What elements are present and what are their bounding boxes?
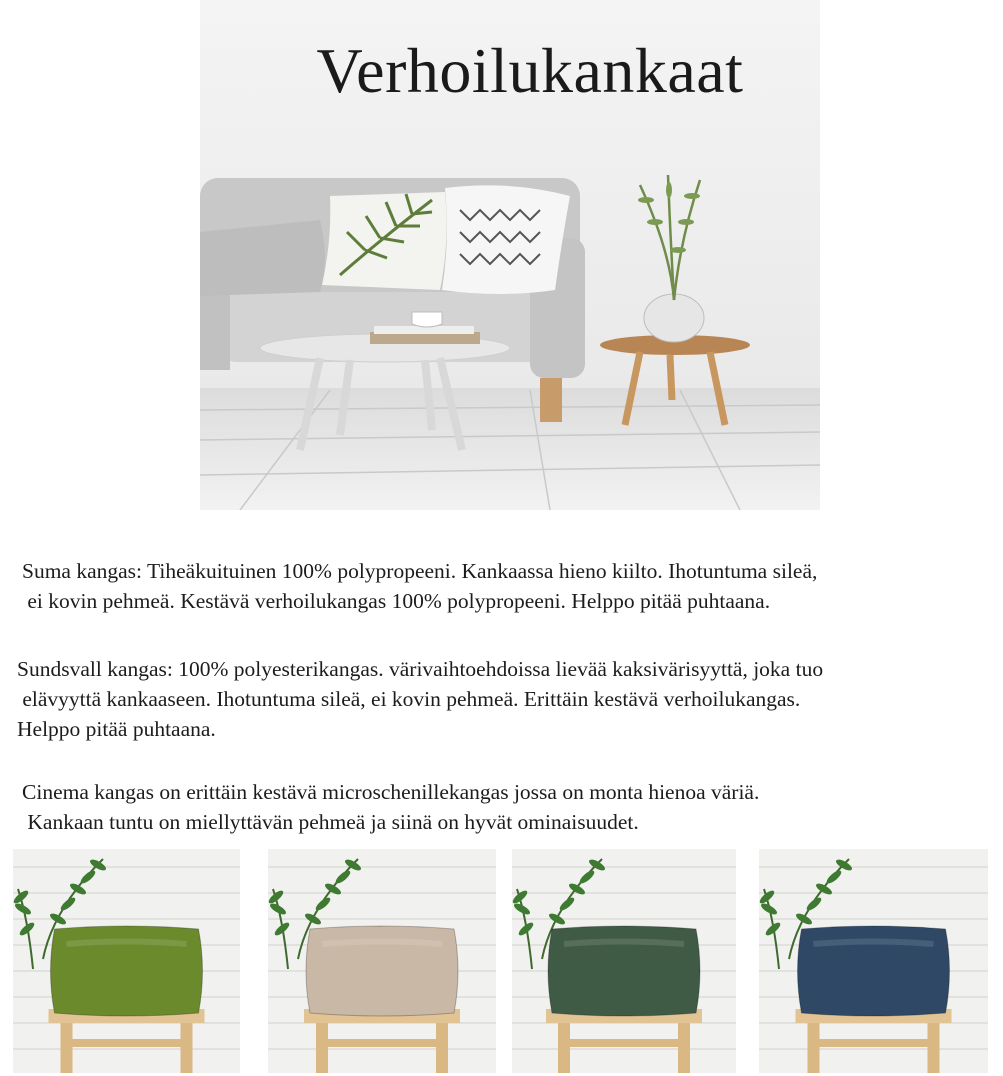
hero-image: [200, 0, 820, 510]
swatch-blue: [759, 849, 988, 1073]
cinema-description: [22, 777, 759, 837]
cinema-line-1: Cinema kangas on erittäin kestävä microschenillekangas jossa on monta hienoa väriä.: [22, 780, 760, 804]
blue-cushion-photo: [759, 849, 988, 1073]
sundsvall-line-1: Sundsvall kangas: 100% polyesterikangas. värivaihtoehdoissa lievää kaksivärisyyttä, joka tuo: [17, 657, 824, 681]
sundsvall-line-2: elävyyttä kankaaseen. Ihotuntuma sileä, ei kovin pehmeä. Erittäin kestävä verhoilukangas.: [17, 687, 801, 711]
cinema-line-2: Kankaan tuntu on miellyttävän pehmeä ja siinä on hyvät ominaisuudet.: [22, 810, 639, 834]
dark-green-cushion-photo: [512, 849, 736, 1073]
sundsvall-description: [17, 654, 823, 744]
page-title: Verhoilukankaat: [316, 35, 744, 106]
swatch-green: [13, 849, 240, 1073]
beige-cushion-photo: [268, 849, 496, 1073]
suma-description: [22, 556, 817, 616]
suma-line-1: Suma kangas: Tiheäkuituinen 100% polypropeeni. Kankaassa hieno kiilto. Ihotuntuma sileä,: [22, 559, 818, 583]
swatch-dark-green: [512, 849, 736, 1073]
suma-line-2: ei kovin pehmeä. Kestävä verhoilukangas 100% polypropeeni. Helppo pitää puhtaana.: [22, 589, 771, 613]
green-cushion-photo: [13, 849, 240, 1073]
sundsvall-line-3: Helppo pitää puhtaana.: [17, 717, 216, 741]
swatch-beige: [268, 849, 496, 1073]
